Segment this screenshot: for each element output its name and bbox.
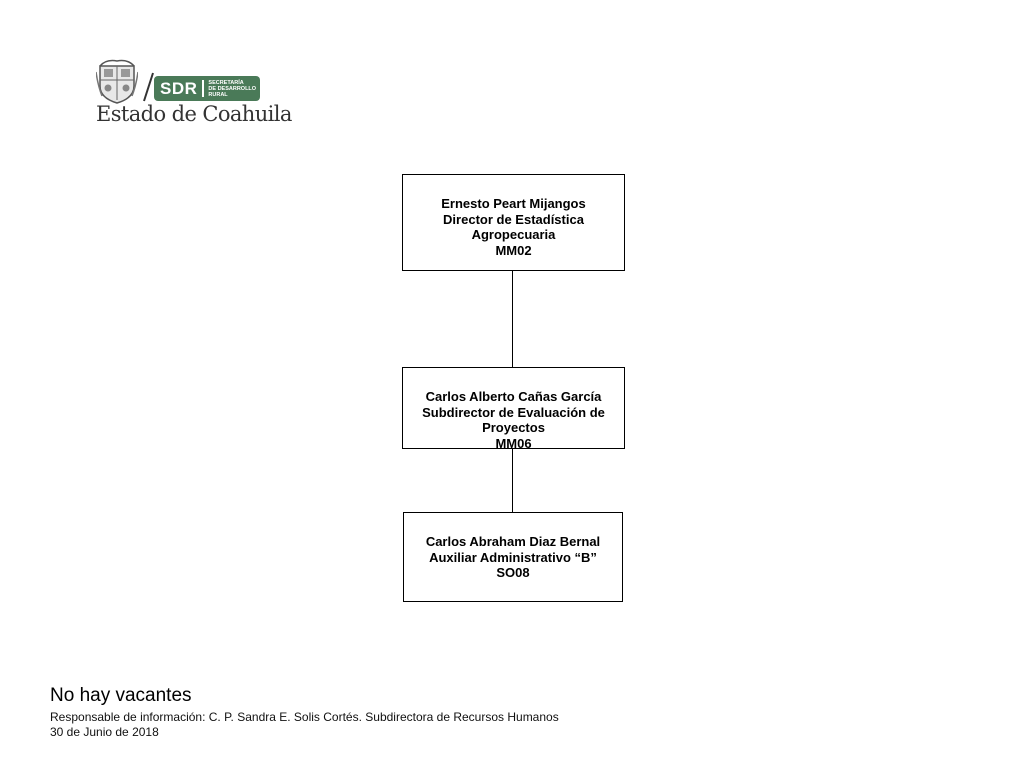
position-title: Auxiliar Administrativo “B” bbox=[429, 549, 597, 565]
slash-divider-icon bbox=[142, 72, 154, 102]
org-box-auxiliar bbox=[403, 512, 623, 602]
position-code: MM02 bbox=[495, 242, 532, 258]
sdr-badge-divider bbox=[202, 80, 204, 97]
sdr-subtitle-line: RURAL bbox=[208, 91, 228, 98]
position-code: MM06 bbox=[495, 435, 532, 451]
responsable-note: Responsable de información: C. P. Sandra E. Solis Cortés. Subdirectora de Recursos Humanos bbox=[50, 710, 559, 724]
sdr-subtitle-line: DE DESARROLLO bbox=[208, 85, 257, 92]
position-title: Subdirector de Evaluación de bbox=[422, 404, 605, 420]
position-name: Carlos Alberto Cañas García bbox=[425, 389, 602, 404]
org-box-subdirector bbox=[402, 367, 625, 449]
state-name: Estado de Coahuila bbox=[96, 102, 292, 126]
vacantes-note: No hay vacantes bbox=[50, 685, 192, 706]
sdr-badge bbox=[154, 76, 260, 101]
position-title: Proyectos bbox=[482, 420, 545, 435]
footer bbox=[50, 684, 559, 740]
sdr-subtitle-line: SECRETARÍA bbox=[208, 79, 244, 86]
position-title: Director de Estadística bbox=[443, 211, 584, 227]
date-note: 30 de Junio de 2018 bbox=[50, 725, 159, 739]
connector-line bbox=[512, 271, 513, 367]
coat-of-arms-icon bbox=[96, 58, 138, 104]
connector-line bbox=[512, 449, 513, 512]
coahuila-sdr-logo bbox=[96, 58, 292, 130]
position-name: Carlos Abraham Diaz Bernal bbox=[425, 534, 601, 549]
position-name: Ernesto Peart Mijangos bbox=[441, 196, 586, 211]
sdr-badge-text: SDR bbox=[160, 78, 198, 98]
sdr-subtitle bbox=[208, 80, 256, 98]
position-code: SO08 bbox=[496, 565, 530, 580]
position-title: Agropecuaria bbox=[471, 227, 556, 242]
org-box-director bbox=[402, 174, 625, 271]
